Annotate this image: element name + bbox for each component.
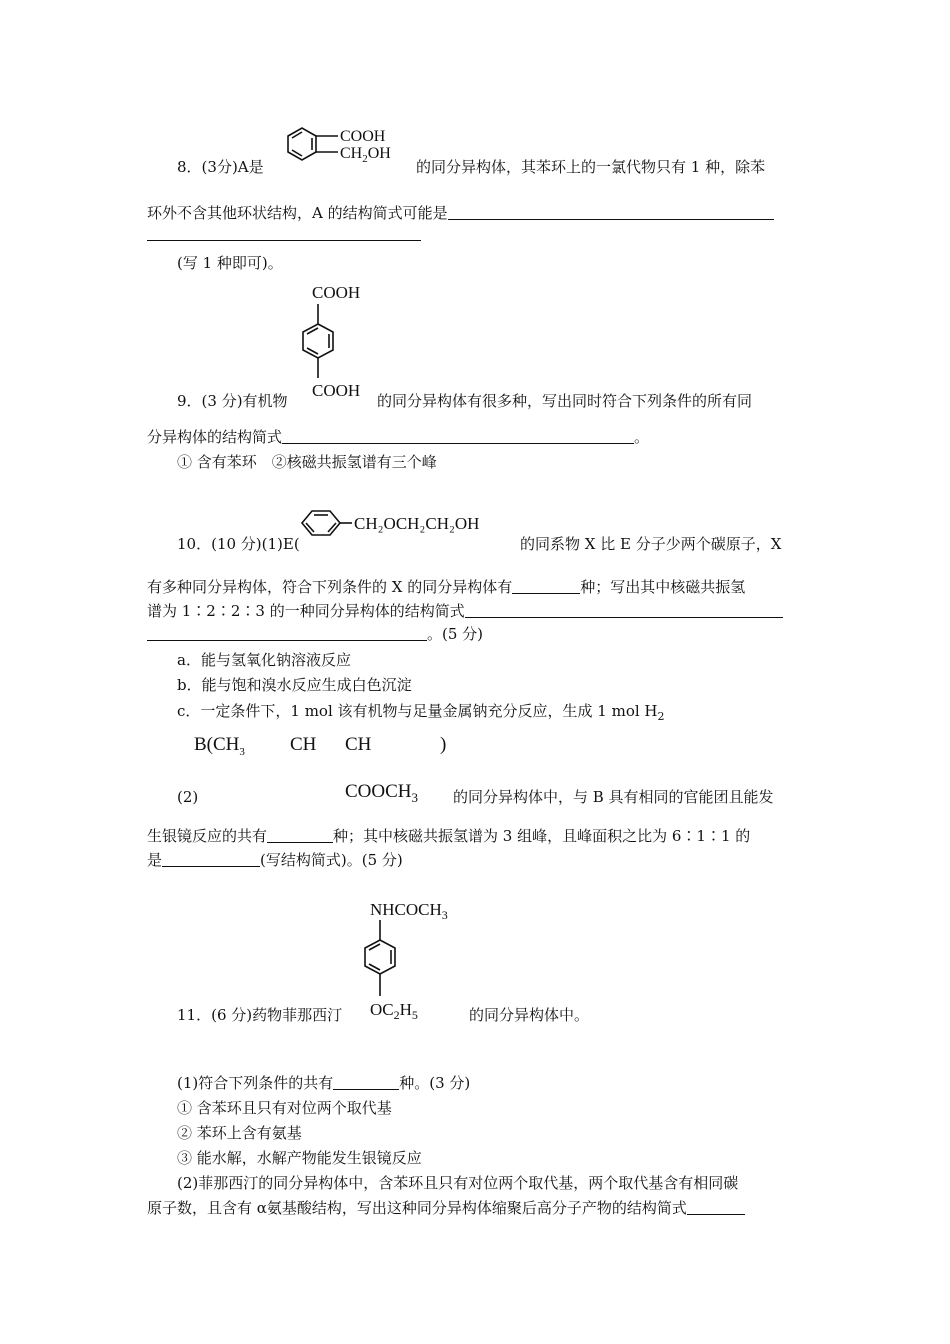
q11-bottom-sub1: 2 <box>393 1008 400 1022</box>
q11-top-group: NHCOCH <box>370 900 442 919</box>
q10-line2 <box>147 577 745 597</box>
q9-line1b: 的同分异构体有很多种，写出同时符合下列条件的所有同 <box>377 392 753 410</box>
q11-cond3: ③ 能水解，水解产物能发生银镜反应 <box>177 1149 422 1167</box>
q11-p2-line2-text: 原子数，且含有 α氨基酸结构，写出这种同分异构体缩聚后高分子产物的结构简式 <box>147 1199 687 1217</box>
q10-b-ester-sub: 3 <box>411 790 419 805</box>
q10-p2-count-blank[interactable] <box>267 827 333 843</box>
q11-p1-a: (1)符合下列条件的共有 <box>177 1074 334 1092</box>
q10-b-close: ) <box>440 734 447 755</box>
q11-cond2: ② 苯环上含有氨基 <box>177 1124 302 1142</box>
q9-answer-blank[interactable] <box>282 428 634 444</box>
q11-p2-line1: (2)菲那西汀的同分异构体中，含苯环且只有对位两个取代基，两个取代基含有相同碳 <box>177 1174 739 1192</box>
q8-bottom-sub: 2 <box>362 153 368 165</box>
q8-line2-text: 环外不含其他环状结构，A 的结构简式可能是 <box>147 204 448 222</box>
q9-top-group: COOH <box>312 283 361 302</box>
q8-answer-blank[interactable] <box>448 204 774 220</box>
q10-struct-blank[interactable] <box>465 602 783 618</box>
q8-bottom-b: OH <box>367 145 391 162</box>
q10-line3 <box>147 601 783 621</box>
q10-p2-line1: 的同分异构体中，与 B 具有相同的官能团且能发 <box>453 788 774 806</box>
q9-bottom-group: COOH <box>312 381 361 400</box>
q10-line4 <box>147 624 483 644</box>
q9-line1a: 9．(3 分)有机物 <box>177 392 288 410</box>
q10-struct-blank-2[interactable] <box>147 625 427 641</box>
q10-line2-b: 种；写出其中核磁共振氢 <box>580 578 746 596</box>
q11-p1 <box>177 1073 470 1093</box>
q10-count-blank[interactable] <box>512 578 580 594</box>
q10-b-label: B( <box>194 734 213 755</box>
svg-text:CH2OH <box>340 145 391 165</box>
q8-bottom-a: CH <box>340 145 363 162</box>
q11-line1a: 11．(6 分)药物菲那西汀 <box>177 1006 343 1024</box>
q10-b-ester: COOCH <box>345 781 412 802</box>
q10-b-ch-2: CH <box>345 734 372 755</box>
q10-p2-line3 <box>147 850 403 870</box>
svg-text:OC2H5 <box>370 1000 418 1022</box>
q10-p2-label: (2) <box>177 788 199 806</box>
svg-text:NHCOCH3 <box>370 900 448 922</box>
q10-line2-a: 有多种同分异构体，符合下列条件的 X 的同分异构体有 <box>147 578 513 596</box>
q10-line3-text: 谱为 1∶2∶2∶3 的一种同分异构体的结构简式 <box>147 602 465 620</box>
q10-b-ch3-sub: 3 <box>239 746 245 758</box>
q10-line4-end: 。(5 分) <box>427 625 484 643</box>
q8-structure <box>280 120 415 172</box>
q11-structure <box>360 898 480 1026</box>
q9-conditions: ① 含有苯环 ②核磁共振氢谱有三个峰 <box>177 453 437 471</box>
q11-bottom-sub2: 5 <box>411 1008 418 1022</box>
q10-cond-a: a．能与氢氧化钠溶液反应 <box>177 651 351 669</box>
svg-text:B(CH3 <box>194 734 245 758</box>
q11-p2-blank[interactable] <box>687 1199 745 1215</box>
q9-structure <box>290 282 380 402</box>
q11-p1-b: 种。(3 分) <box>399 1074 471 1092</box>
svg-text:COOCH3 <box>345 781 418 805</box>
q8-line1a: 8．(3分)A是 <box>177 158 264 176</box>
q11-top-sub: 3 <box>441 908 448 922</box>
q10-line1b: 的同系物 X 比 E 分子少两个碳原子，X <box>520 535 782 553</box>
q8-line3: (写 1 种即可)。 <box>177 254 283 272</box>
q11-bottom-b: H <box>399 1000 412 1019</box>
q9-line2-end: 。 <box>634 428 650 446</box>
q10-line1a: 10．(10 分)(1)E( <box>177 535 300 553</box>
q9-line2 <box>147 427 649 447</box>
q10-p2-struct-blank[interactable] <box>162 851 260 867</box>
q10-p2-line2-b: 种；其中核磁共振氢谱为 3 组峰，且峰面积之比为 6∶1∶1 的 <box>333 827 751 845</box>
q11-p1-blank[interactable] <box>333 1074 399 1090</box>
q11-p2-line2 <box>147 1198 745 1218</box>
q10-b-ch3: CH <box>213 734 240 755</box>
q9-line2-text: 分异构体的结构简式 <box>147 428 283 446</box>
q10-b-structure <box>190 730 460 810</box>
q11-cond1: ① 含苯环且只有对位两个取代基 <box>177 1099 392 1117</box>
q10-p2-line2-a: 生银镜反应的共有 <box>147 827 268 845</box>
q10-e-structure <box>296 505 521 545</box>
q10-cond-b: b．能与饱和溴水反应生成白色沉淀 <box>177 676 412 694</box>
q8-answer-blank-2[interactable] <box>147 240 421 241</box>
q10-b-ch-1: CH <box>290 734 317 755</box>
q8-top-group: COOH <box>340 128 386 145</box>
q10-p2-line3-b: (写结构简式)。(5 分) <box>260 851 403 869</box>
q10-cond-c-text: c．一定条件下，1 mol 该有机物与足量金属钠充分反应，生成 1 mol H <box>177 702 658 720</box>
q11-line1b: 的同分异构体中。 <box>469 1006 590 1024</box>
q8-line2 <box>147 203 774 223</box>
q10-cond-c <box>177 701 665 723</box>
q11-bottom-a: OC <box>370 1000 394 1019</box>
q10-p2-line3-a: 是 <box>147 851 163 869</box>
q10-cond-c-sub: 2 <box>657 710 665 723</box>
q10-p2-line2 <box>147 826 750 846</box>
q8-line1b: 的同分异构体，其苯环上的一氯代物只有 1 种，除苯 <box>416 158 766 176</box>
q10-e-chain: CH₂OCH₂CH₂OH <box>354 514 480 533</box>
